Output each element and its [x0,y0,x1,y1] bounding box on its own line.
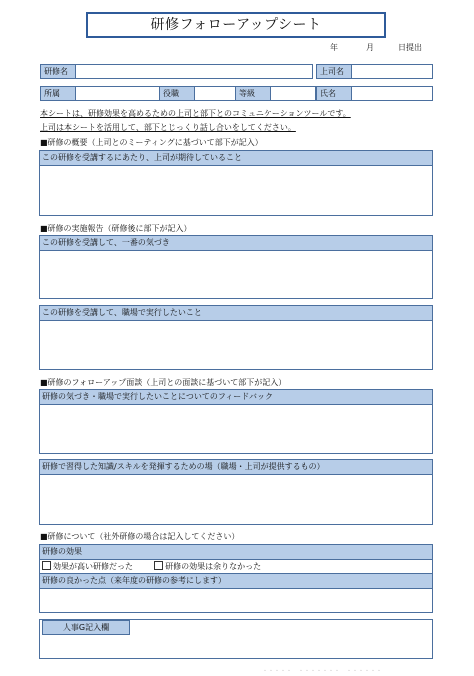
good-points-box-label: 研修の良かった点（来年度の研修の参考にします） [40,574,432,589]
insight-box [39,235,433,299]
supervisor-name-field[interactable] [351,64,433,79]
opportunity-field[interactable] [40,475,432,526]
hr-field[interactable] [40,635,432,658]
grade-field[interactable] [270,86,316,101]
effect-box-label: 研修の効果 [40,545,432,560]
section-followup-heading: ■研修のフォローアップ面談（上司との面談に基づいて部下が記入） [40,378,287,387]
department-field[interactable] [75,86,160,101]
note-line-2: 上司は本シートを活用して、部下とじっくり話し合いをしてください。 [40,123,296,132]
position-field[interactable] [194,86,236,101]
name-label: 氏名 [316,86,352,101]
training-name-field[interactable] [75,64,313,79]
expectation-box [39,150,433,216]
action-box [39,305,433,370]
option-high-effect[interactable] [42,562,133,571]
date-year-label: 年 [330,43,338,52]
action-field[interactable] [40,321,432,371]
department-label: 所属 [40,86,76,101]
opportunity-box [39,459,433,525]
good-points-field[interactable] [40,589,432,614]
good-points-box [39,573,433,613]
option-high-effect-label: 効果が高い研修だった [53,562,133,571]
effect-box [39,544,433,574]
date-day-label: 日提出 [398,43,422,52]
feedback-box-label: 研修の気づき・職場で実行したいことについてのフィードバック [40,390,432,405]
footer-text: ・・・・・ ・・・・・・・ ・・・・・・ [262,668,383,675]
action-box-label: この研修を受講して、職場で実行したいこと [40,306,432,321]
expectation-box-label: この研修を受講するにあたり、上司が期待していること [40,151,432,166]
section-report-heading: ■研修の実施報告（研修後に部下が記入） [40,224,192,233]
insight-box-label: この研修を受講して、一番の気づき [40,236,432,251]
note-line-1: 本シートは、研修効果を高めるための上司と部下とのコミュニケーションツールです。 [40,109,351,118]
supervisor-name-label: 上司名 [316,64,352,79]
feedback-field[interactable] [40,405,432,455]
training-name-label: 研修名 [40,64,76,79]
feedback-box [39,389,433,454]
expectation-field[interactable] [40,166,432,217]
position-label: 役職 [159,86,195,101]
name-field[interactable] [351,86,433,101]
date-month-label: 月 [366,43,374,52]
hr-label: 人事G記入欄 [42,620,130,635]
checkbox-high-effect[interactable] [42,561,51,570]
insight-field[interactable] [40,251,432,300]
hr-box [39,619,433,659]
section-overview-heading: ■研修の概要（上司とのミーティングに基づいて部下が記入） [40,138,263,147]
option-low-effect[interactable] [154,562,261,571]
opportunity-box-label: 研修で習得した知識/スキルを発揮するための場（職場・上司が提供するもの） [40,460,432,475]
checkbox-low-effect[interactable] [154,561,163,570]
grade-label: 等級 [235,86,271,101]
section-training-heading: ■研修について（社外研修の場合は記入してください） [40,532,240,541]
option-low-effect-label: 研修の効果は余りなかった [165,562,262,571]
sheet-title: 研修フォローアップシート [86,12,386,38]
